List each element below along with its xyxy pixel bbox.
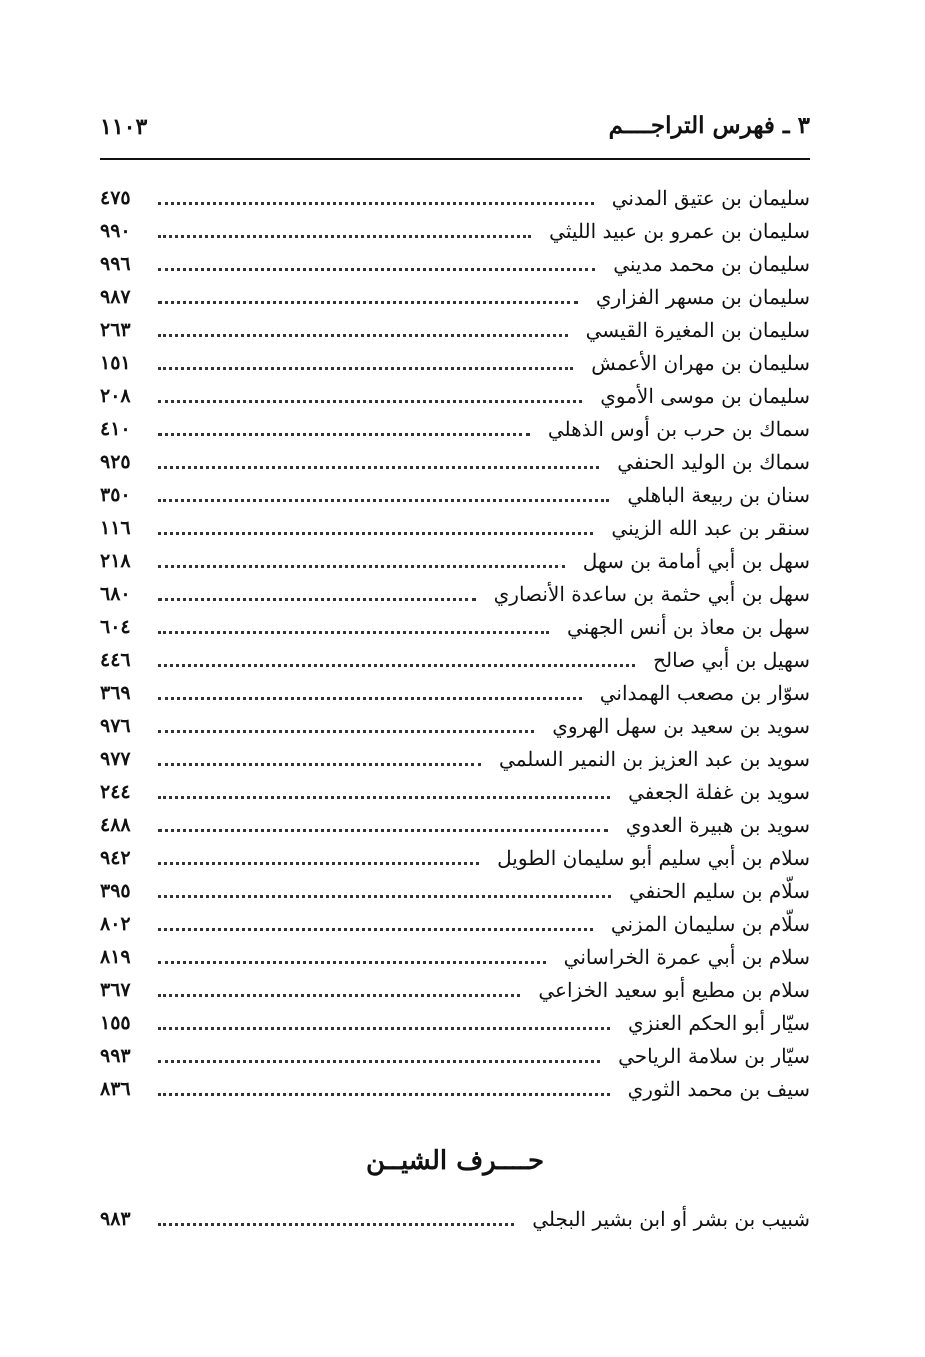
entry-name: سويد بن غفلة الجعفي [628, 779, 810, 804]
entry-page-number: ٦٠٤ [100, 615, 131, 638]
entry-page-number: ٩٢٥ [100, 450, 131, 473]
entry-name: سنان بن ربيعة الباهلي [627, 482, 810, 507]
index-entry [100, 511, 810, 544]
index-entry [100, 214, 810, 247]
index-entry [100, 874, 810, 907]
entry-page-number: ٤١٠ [100, 417, 131, 440]
entry-page-number: ٩٧٦ [100, 714, 131, 737]
entry-name: سهل بن أبي أمامة بن سهل [582, 548, 810, 573]
index-entry [100, 313, 810, 346]
dot-leader [158, 598, 476, 601]
entry-name: شبيب بن بشر أو ابن بشير البجلي [532, 1206, 810, 1231]
dot-leader [158, 796, 610, 799]
entry-page-number: ٩٩٦ [100, 252, 131, 275]
dot-leader [158, 433, 530, 436]
entry-name: سيّار أبو الحكم العنزي [627, 1010, 810, 1035]
entry-page-number: ٩٩٠ [100, 219, 131, 242]
index-entry [100, 841, 810, 874]
index-entry [100, 775, 810, 808]
entry-page-number: ٩٨٣ [100, 1207, 131, 1230]
dot-leader [158, 730, 534, 733]
index-entry [100, 940, 810, 973]
entry-page-number: ٨١٩ [100, 945, 131, 968]
entry-name: سهل بن أبي حثمة بن ساعدة الأنصاري [493, 581, 810, 606]
entry-name: سماك بن حرب بن أوس الذهلي [547, 416, 810, 441]
entry-name: سنقر بن عبد الله الزيني [611, 515, 810, 540]
dot-leader [158, 697, 582, 700]
entry-name: سوّار بن مصعب الهمداني [599, 680, 810, 705]
dot-leader [158, 499, 609, 502]
entry-name: سويد بن هبيرة العدوي [625, 812, 810, 837]
entry-name: سماك بن الوليد الحنفي [617, 449, 810, 474]
entry-page-number: ٢١٨ [100, 549, 131, 572]
entry-name: سليمان بن المغيرة القيسي [585, 317, 810, 342]
entry-name: سليمان بن عتيق المدني [611, 185, 810, 210]
entry-page-number: ٢٤٤ [100, 780, 131, 803]
entry-name: سهيل بن أبي صالح [653, 647, 810, 672]
dot-leader [158, 301, 578, 304]
entry-page-number: ٦٨٠ [100, 582, 131, 605]
dot-leader [158, 895, 611, 898]
dot-leader [158, 763, 481, 766]
index-entry [100, 808, 810, 841]
index-entry [100, 742, 810, 775]
entry-name: سيّار بن سلامة الرياحي [618, 1043, 810, 1068]
entry-page-number: ٢٠٨ [100, 384, 131, 407]
dot-leader [158, 268, 595, 271]
index-entry [100, 280, 810, 313]
index-entry [100, 1072, 810, 1105]
entry-name: سليمان بن مسهر الفزاري [595, 284, 810, 309]
index-entry [100, 412, 810, 445]
entry-name: سليمان بن مهران الأعمش [591, 350, 810, 375]
entry-name: سليمان بن عمرو بن عبيد الليثي [549, 218, 810, 243]
entry-page-number: ١٥٥ [100, 1011, 131, 1034]
dot-leader [158, 532, 593, 535]
dot-leader [158, 1060, 600, 1063]
dot-leader [158, 334, 568, 337]
index-entry [100, 1006, 810, 1039]
entry-name: سلام بن أبي عمرة الخراساني [563, 944, 810, 969]
page-number: ١١٠٣ [100, 114, 148, 140]
dot-leader [158, 862, 479, 865]
section-heading: حــــرف الشيــن [365, 1146, 545, 1176]
entry-name: سهل بن معاذ بن أنس الجهني [567, 614, 810, 639]
index-entry [100, 610, 810, 643]
index-entry [100, 1039, 810, 1072]
section-entry-list [100, 1202, 810, 1235]
entry-name: سلّام بن سليم الحنفي [628, 878, 810, 903]
dot-leader [158, 1223, 514, 1226]
entry-page-number: ٣٦٩ [100, 681, 131, 704]
entry-name: سويد بن عبد العزيز بن النمير السلمي [499, 746, 810, 771]
entry-page-number: ٤٨٨ [100, 813, 131, 836]
entry-page-number: ٢٦٣ [100, 318, 131, 341]
entry-page-number: ٨٣٦ [100, 1077, 131, 1100]
dot-leader [158, 961, 546, 964]
entry-name: سليمان بن موسى الأموي [600, 383, 810, 408]
entry-page-number: ٩٨٧ [100, 285, 131, 308]
entry-name: سليمان بن محمد مديني [613, 251, 810, 276]
index-entry [100, 676, 810, 709]
entry-name: سلام بن مطيع أبو سعيد الخزاعي [538, 977, 810, 1002]
index-entry [100, 379, 810, 412]
entry-page-number: ٤٤٦ [100, 648, 131, 671]
running-head [100, 110, 810, 154]
chapter-title: ٣ ـ فهرس التراجــــم [608, 112, 810, 139]
index-entry [100, 577, 810, 610]
dot-leader [158, 664, 635, 667]
entry-page-number: ٩٤٢ [100, 846, 131, 869]
index-entry [100, 907, 810, 940]
dot-leader [158, 235, 531, 238]
dot-leader [158, 994, 520, 997]
entry-page-number: ٩٧٧ [100, 747, 131, 770]
entry-page-number: ٩٩٣ [100, 1044, 131, 1067]
index-entry [100, 247, 810, 280]
entry-name: سلّام بن سليمان المزني [610, 911, 810, 936]
index-entry [100, 709, 810, 742]
index-entry [100, 478, 810, 511]
entry-name: سيف بن محمد الثوري [627, 1076, 810, 1101]
dot-leader [158, 631, 549, 634]
index-entry [100, 973, 810, 1006]
entry-name: سويد بن سعيد بن سهل الهروي [552, 713, 810, 738]
index-entry [100, 1202, 810, 1235]
entry-list [100, 181, 810, 1105]
dot-leader [158, 1093, 610, 1096]
entry-page-number: ١٥١ [100, 351, 131, 374]
index-entry [100, 346, 810, 379]
index-entry [100, 544, 810, 577]
entry-page-number: ٣٦٧ [100, 978, 131, 1001]
entry-page-number: ١١٦ [100, 516, 131, 539]
entry-name: سلام بن أبي سليم أبو سليمان الطويل [497, 845, 810, 870]
entry-page-number: ٤٧٥ [100, 186, 131, 209]
entry-page-number: ٨٠٢ [100, 912, 131, 935]
dot-leader [158, 466, 599, 469]
entry-page-number: ٣٩٥ [100, 879, 131, 902]
dot-leader [158, 202, 594, 205]
dot-leader [158, 829, 608, 832]
dot-leader [158, 400, 582, 403]
index-entry [100, 181, 810, 214]
dot-leader [158, 1027, 610, 1030]
dot-leader [158, 565, 565, 568]
header-divider [100, 158, 810, 160]
entry-page-number: ٣٥٠ [100, 483, 131, 506]
index-entry [100, 445, 810, 478]
dot-leader [158, 367, 573, 370]
dot-leader [158, 928, 593, 931]
index-entry [100, 643, 810, 676]
